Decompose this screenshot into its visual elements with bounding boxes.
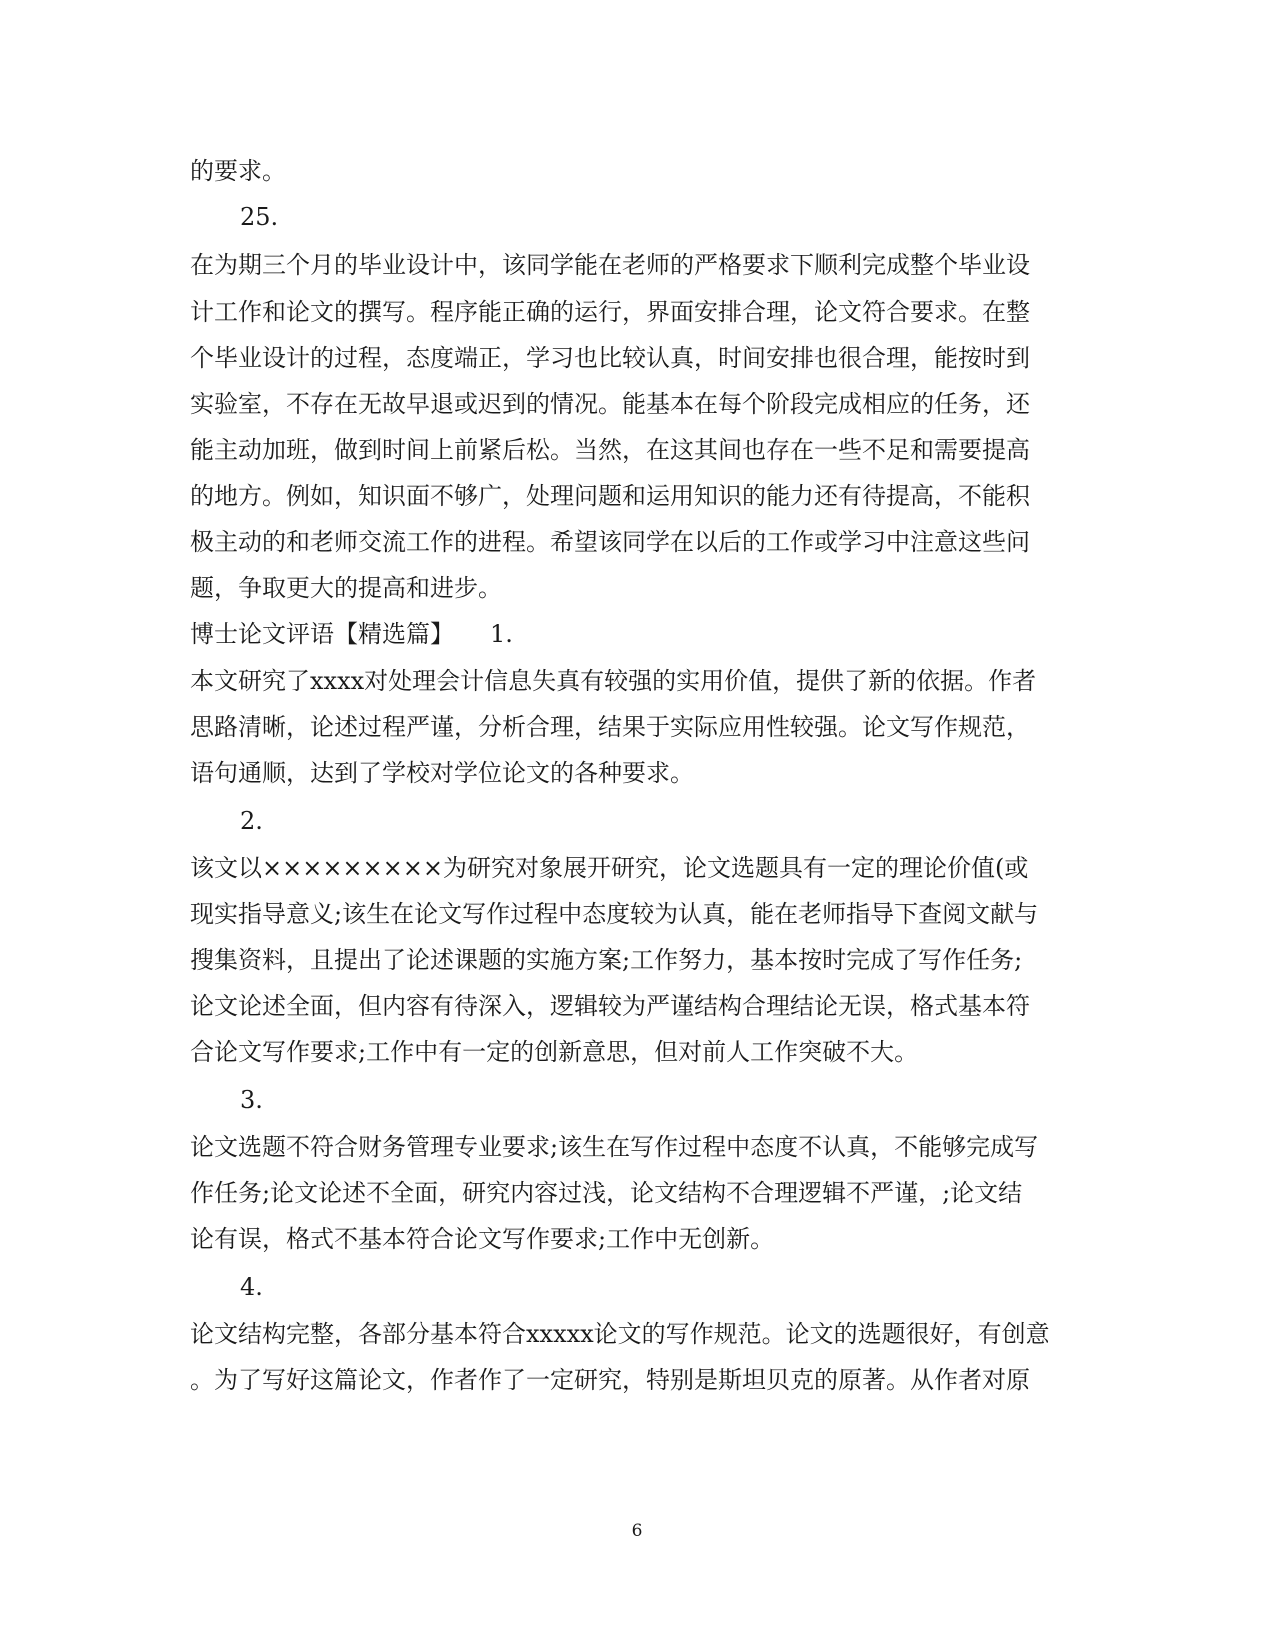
text-line: 计工作和论文的撰写。程序能正确的运行，界面安排合理，论文符合要求。在整 [190, 298, 1030, 326]
text-line: 实验室，不存在无故早退或迟到的情况。能基本在每个阶段完成相应的任务，还 [190, 390, 1030, 418]
text-line: 该文以×××××××××为研究对象展开研究，论文选题具有一定的理论价值(或 [190, 854, 1029, 882]
text-line: 的要求。 [190, 157, 286, 185]
text-line: 极主动的和老师交流工作的进程。希望该同学在以后的工作或学习中注意这些问 [190, 528, 1030, 556]
section-heading: 博士论文评语【精选篇】 1. [190, 620, 513, 648]
item-number: 3. [240, 1086, 263, 1114]
text-line: 思路清晰，论述过程严谨，分析合理，结果于实际应用性较强。论文写作规范， [190, 713, 1030, 741]
text-line: 搜集资料，且提出了论述课题的实施方案;工作努力，基本按时完成了写作任务; [190, 946, 1023, 974]
item-number: 2. [240, 807, 263, 835]
text-line: 论有误，格式不基本符合论文写作要求;工作中无创新。 [190, 1225, 775, 1253]
text-line: 在为期三个月的毕业设计中，该同学能在老师的严格要求下顺利完成整个毕业设 [190, 251, 1030, 279]
text-line: 能主动加班，做到时间上前紧后松。当然，在这其间也存在一些不足和需要提高 [190, 436, 1030, 464]
page-number: 6 [631, 1521, 643, 1541]
text-line: 现实指导意义;该生在论文写作过程中态度较为认真，能在老师指导下查阅文献与 [190, 900, 1039, 928]
item-number: 25. [240, 203, 279, 231]
item-number: 4. [240, 1273, 263, 1301]
text-line: 本文研究了xxxx对处理会计信息失真有较强的实用价值，提供了新的依据。作者 [190, 667, 1037, 695]
text-line: 论文选题不符合财务管理专业要求;该生在写作过程中态度不认真，不能够完成写 [190, 1133, 1039, 1161]
text-line: 语句通顺，达到了学校对学位论文的各种要求。 [190, 759, 694, 787]
text-line: 。为了写好这篇论文，作者作了一定研究，特别是斯坦贝克的原著。从作者对原 [190, 1366, 1030, 1394]
text-line: 题，争取更大的提高和进步。 [190, 574, 502, 602]
text-line: 的地方。例如，知识面不够广，处理问题和运用知识的能力还有待提高，不能积 [190, 482, 1030, 510]
text-line: 合论文写作要求;工作中有一定的创新意思，但对前人工作突破不大。 [190, 1038, 919, 1066]
text-line: 论文论述全面，但内容有待深入，逻辑较为严谨结构合理结论无误，格式基本符 [190, 992, 1030, 1020]
text-line: 个毕业设计的过程，态度端正，学习也比较认真，时间安排也很合理，能按时到 [190, 344, 1030, 372]
text-line: 作任务;论文论述不全面，研究内容过浅，论文结构不合理逻辑不严谨，;论文结 [190, 1179, 1023, 1207]
text-line: 论文结构完整，各部分基本符合xxxxx论文的写作规范。论文的选题很好，有创意 [190, 1320, 1050, 1348]
